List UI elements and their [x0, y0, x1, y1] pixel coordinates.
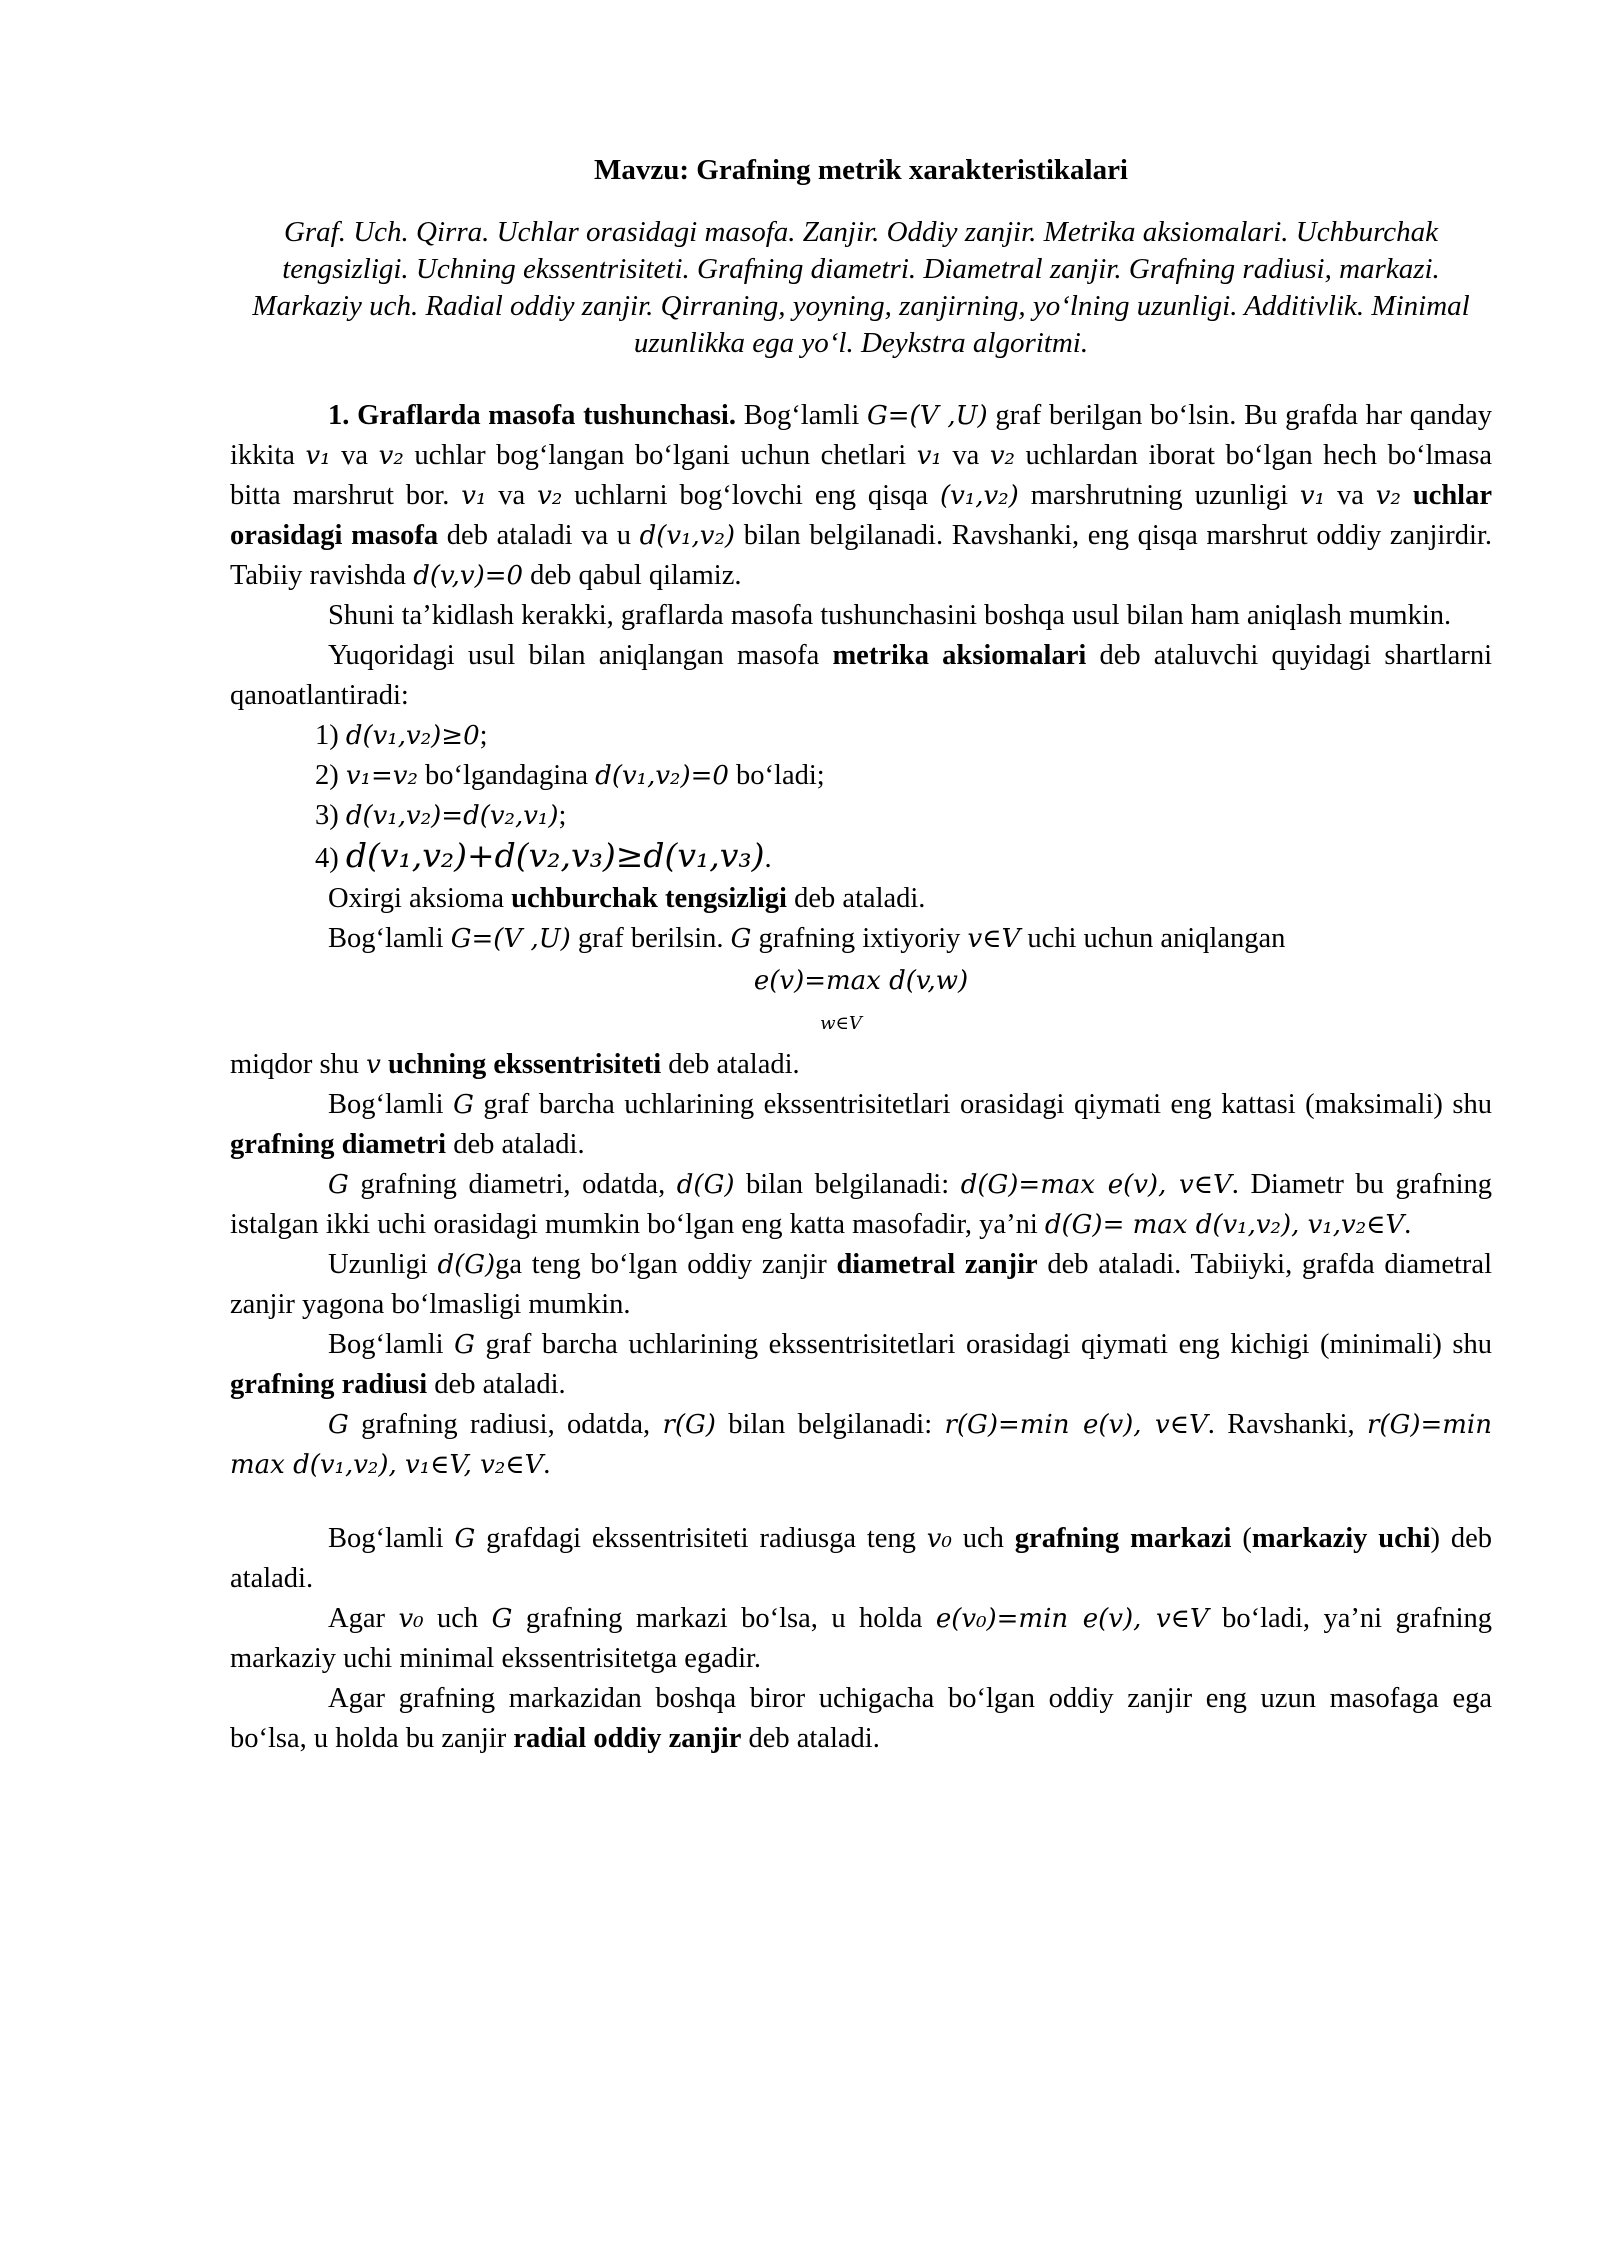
math-expr: d(v₁,v₂)=d(v₂,v₁) — [345, 801, 559, 831]
paragraph-center-def: Bog‘lamli G grafdagi ekssentrisiteti radiusga teng v₀ uch grafning markazi (markaziy uchi) deb ataladi. — [230, 1523, 1493, 1594]
math-expr: v₁=v₂ — [345, 761, 418, 791]
axiom-list — [230, 716, 1492, 879]
term-bold: metrika aksiomalari — [832, 640, 1087, 671]
math-expr: G — [328, 1170, 349, 1200]
math-expr: r(G) — [662, 1410, 716, 1440]
math-expr: v — [366, 1050, 381, 1080]
math-expr: (v₁,v₂) — [940, 481, 1019, 511]
math-expr: v₁ — [1299, 481, 1326, 511]
math-expr: r(G)=min max d(v₁,v₂), v₁∈V, v₂∈V — [230, 1410, 1492, 1480]
paragraph-eccentricity-def: miqdor shu v uchning ekssentrisiteti deb ataladi. — [230, 1049, 800, 1080]
math-expr: d(G)=max e(v), v∈V — [960, 1170, 1232, 1200]
math-expr: d(v₁,v₂)=0 — [595, 761, 729, 791]
math-expr: G — [454, 1524, 476, 1554]
spacer — [230, 1485, 1492, 1519]
math-expr: e(v)=max d(v,w) — [753, 966, 969, 996]
term-bold: radial oddiy zanjir — [513, 1723, 742, 1754]
math-expr: G=(V ,U) — [867, 401, 988, 431]
math-expr: d(v₁,v₂) — [639, 521, 736, 551]
term-bold: grafning markazi — [1014, 1523, 1232, 1554]
section-heading: 1. Graflarda masofa tushunchasi. — [328, 400, 736, 431]
paragraph-remark: Shuni ta’kidlash kerakki, graflarda masofa tushunchasini boshqa usul bilan ham aniqlash mumkin. — [328, 600, 1452, 631]
math-expr: v₂ — [537, 481, 563, 511]
term-bold: uchburchak tengsizligi — [511, 883, 787, 914]
paragraph-triangle-inequality: Oxirgi aksioma uchburchak tengsizligi deb ataladi. — [328, 883, 926, 914]
document-page — [230, 150, 1492, 1759]
paragraph-distance-definition: 1. Graflarda masofa tushunchasi. Bog‘lamli G=(V ,U) graf berilgan bo‘lsin. Bu grafda har qanday ikkita v₁ va v₂ uchlar bog‘langan bo‘lgani uchun chetlari v₁ va v₂ uchlardan iborat bo‘lgan hech bo‘lmasa bitta marshrut bor. v₁ va v₂ uchlarni bog‘lovchi eng qisqa (v₁,v₂) marshrutning uzunligi v₁ va v₂ uchlar orasidagi masofa deb ataladi va u d(v₁,v₂) bilan belgilanadi. Ravshanki, eng qisqa marshrut oddiy zanjirdir. Tabiiy ravishda d(v,v)=0 deb qabul qilamiz. — [230, 400, 1493, 591]
keywords-paragraph: Graf. Uch. Qirra. Uchlar orasidagi masofa. Zanjir. Oddiy zanjir. Metrika aksiomalari. Uchburchak tengsizligi. Uchning ekssentrisiteti. Grafning diametri. Diametral zanjir. Grafning radiusi, markazi. Markaziy uch. Radial oddiy zanjir. Qirraning, yoyning, zanjirning, yo‘lning uzunligi. Additivlik. Minimal uzunlikka ega yo‘l. Deykstra algoritmi. — [252, 216, 1470, 359]
math-expr: d(v,v)=0 — [413, 561, 524, 591]
math-expr: v₁ — [916, 441, 942, 471]
list-item: 2) v₁=v₂ bo‘lgandagina d(v₁,v₂)=0 bo‘ladi; — [315, 760, 825, 791]
math-expr: d(v₁,v₂)+d(v₂,v₃)≥d(v₁,v₃) — [345, 836, 765, 875]
term-bold: uchlar orasidagi masofa — [230, 480, 1492, 551]
eccentricity-formula — [230, 961, 1492, 1041]
paragraph-radius-def: Bog‘lamli G graf barcha uchlarining ekssentrisitetlari orasidagi qiymati eng kichigi (minimali) shu grafning radiusi deb ataladi. — [230, 1329, 1492, 1400]
term-bold: diametral zanjir — [836, 1249, 1038, 1280]
math-expr: G — [328, 1410, 349, 1440]
term-bold: markaziy uchi — [1251, 1523, 1431, 1554]
paragraph-radius-notation: G grafning radiusi, odatda, r(G) bilan belgilanadi: r(G)=min e(v), v∈V. Ravshanki, r(G)=min max d(v₁,v₂), v₁∈V, v₂∈V. — [230, 1409, 1492, 1480]
math-expr: v₂ — [1375, 481, 1401, 511]
paragraph-center-property: Agar v₀ uch G grafning markazi bo‘lsa, u holda e(v₀)=min e(v), v∈V bo‘ladi, ya’ni grafning markaziy uchi minimal ekssentrisitetga egadir. — [230, 1603, 1493, 1674]
math-expr: e(v₀)=min e(v), v∈V — [935, 1604, 1209, 1634]
math-subscript: w∈V — [820, 1013, 862, 1034]
term-bold: uchning ekssentrisiteti — [380, 1049, 662, 1080]
math-expr: G=(V ,U) — [450, 924, 571, 954]
math-expr: v₁ — [305, 441, 331, 471]
math-expr: G — [730, 924, 752, 954]
math-expr: d(G) — [437, 1250, 496, 1280]
page-title: Mavzu: Grafning metrik xarakteristikalari — [594, 154, 1128, 186]
math-expr: r(G)=min e(v), v∈V — [944, 1410, 1208, 1440]
math-expr: v₀ — [926, 1524, 952, 1554]
math-expr: v∈V — [967, 924, 1021, 954]
math-expr: d(G)= max d(v₁,v₂), v₁,v₂∈V — [1044, 1210, 1405, 1240]
math-expr: G — [454, 1330, 475, 1360]
math-expr: v₁ — [461, 481, 487, 511]
paragraph-eccentricity-intro: Bog‘lamli G=(V ,U) graf berilsin. G grafning ixtiyoriy v∈V uchi uchun aniqlangan — [328, 923, 1286, 954]
term-bold: grafning diametri — [230, 1129, 447, 1160]
list-item: 1) d(v₁,v₂)≥0; — [315, 720, 488, 751]
term-bold: grafning radiusi — [230, 1369, 428, 1400]
paragraph-diametral-chain: Uzunligi d(G)ga teng bo‘lgan oddiy zanjir diametral zanjir deb ataladi. Tabiiyki, grafda diametral zanjir yagona bo‘lmasligi mumkin. — [230, 1249, 1492, 1320]
math-expr: G — [491, 1604, 513, 1634]
math-expr: d(v₁,v₂)≥0 — [345, 721, 480, 751]
list-item: 4) d(v₁,v₂)+d(v₂,v₃)≥d(v₁,v₃). — [315, 836, 772, 875]
math-expr: v₂ — [989, 441, 1015, 471]
paragraph-diameter-notation: G grafning diametri, odatda, d(G) bilan belgilanadi: d(G)=max e(v), v∈V. Diametr bu grafning istalgan ikki uchi orasidagi mumkin bo‘lgan eng katta masofadir, ya’ni d(G)= max d(v₁,v₂), v₁,v₂∈V. — [230, 1169, 1493, 1240]
paragraph-radial-chain: Agar grafning markazidan boshqa biror uchigacha bo‘lgan oddiy zanjir eng uzun masofaga ega bo‘lsa, u holda bu zanjir radial oddiy zanjir deb ataladi. — [230, 1683, 1492, 1754]
math-expr: v₂ — [378, 441, 404, 471]
math-expr: v₀ — [398, 1604, 424, 1634]
math-expr: G — [453, 1090, 474, 1120]
paragraph-metric-axioms: Yuqoridagi usul bilan aniqlangan masofa metrika aksiomalari deb ataluvchi quyidagi shartlarni qanoatlantiradi: — [230, 640, 1492, 711]
math-expr: d(G) — [676, 1170, 735, 1200]
list-item: 3) d(v₁,v₂)=d(v₂,v₁); — [315, 800, 567, 831]
paragraph-diameter-def: Bog‘lamli G graf barcha uchlarining ekssentrisitetlari orasidagi qiymati eng kattasi (maksimali) shu grafning diametri deb ataladi. — [230, 1089, 1492, 1160]
